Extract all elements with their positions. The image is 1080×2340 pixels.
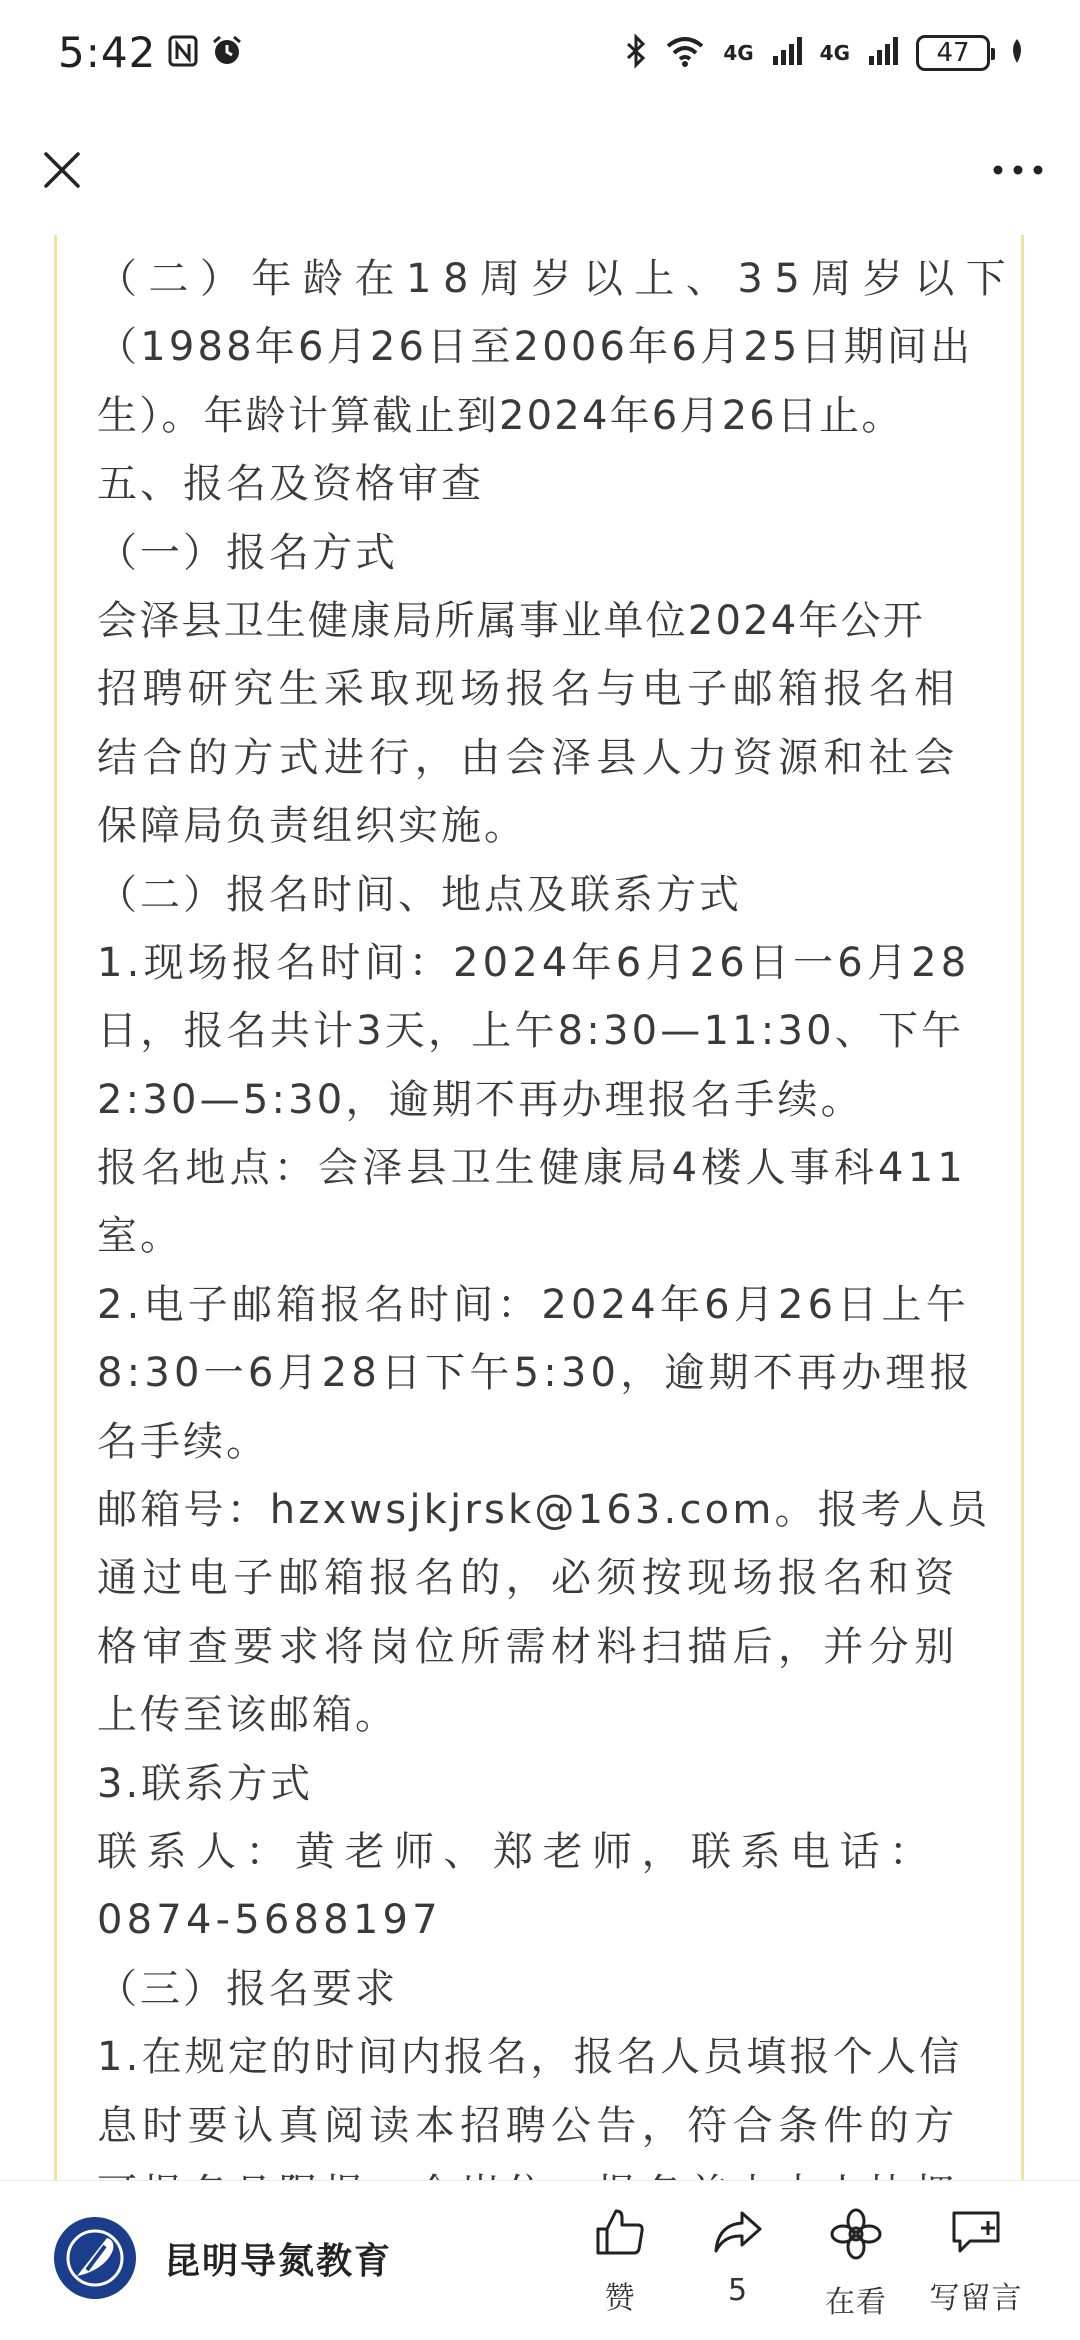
article-line: 日，报名共计3天，上午8:30—11:30、下午 — [97, 1008, 965, 1055]
article-line: 会泽县卫生健康局所属事业单位2024年公开 — [97, 597, 925, 644]
signal-icon — [772, 36, 802, 70]
article-line: （1988年6月26日至2006年6月25日期间出 — [97, 324, 974, 371]
article-line: 1.在规定的时间内报名，报名人员填报个人信 — [97, 2034, 963, 2081]
watching-button[interactable] — [796, 2207, 916, 2321]
subsection-heading: （三）报名要求 — [97, 1965, 398, 2012]
share-count: 5 — [727, 2273, 749, 2308]
logo-icon — [63, 2226, 127, 2290]
more-button[interactable] — [990, 142, 1046, 198]
contact-line: 联系人：黄老师、郑老师，联系电话： — [97, 1828, 939, 1875]
bluetooth-icon — [625, 34, 647, 72]
article-line: 息时要认真阅读本招聘公告，符合条件的方 — [97, 2102, 960, 2149]
subsection-heading: （一）报名方式 — [97, 529, 398, 576]
article-line: 室。 — [97, 1213, 183, 1260]
article-line: 报名地点：会泽县卫生健康局4楼人事科411 — [97, 1145, 967, 1192]
article-line: 2.电子邮箱报名时间：2024年6月26日上午 — [97, 1281, 970, 1328]
nfc-icon — [168, 35, 198, 71]
account-name: 昆明导氮教育 — [164, 2240, 393, 2282]
subsection-heading: （二）报名时间、地点及联系方式 — [97, 871, 742, 918]
article-line: 格审查要求将岗位所需材料扫描后，并分别 — [97, 1623, 960, 1670]
comment-add-icon — [948, 2207, 1004, 2257]
share-button[interactable] — [678, 2207, 798, 2308]
contact-phone: 0874-5688197 — [97, 1897, 442, 1944]
article-line: 1.现场报名时间：2024年6月26日一6月28 — [97, 939, 971, 986]
section-heading: 五、报名及资格审查 — [97, 461, 484, 508]
alarm-icon — [210, 34, 244, 72]
article-line: 2:30—5:30，逾期不再办理报名手续。 — [97, 1076, 864, 1123]
network-type-2: 4G — [819, 40, 850, 65]
account-info[interactable] — [54, 2217, 392, 2299]
status-right — [625, 34, 1026, 72]
bottom-bar — [0, 2180, 1080, 2340]
article-line: 上传至该邮箱。 — [97, 1692, 398, 1739]
comment-label: 写留言 — [929, 2281, 1023, 2316]
comment-button[interactable] — [916, 2207, 1036, 2317]
watching-label: 在看 — [825, 2285, 887, 2320]
status-left — [58, 28, 244, 77]
close-button[interactable] — [34, 142, 90, 198]
flower-icon — [829, 2207, 883, 2261]
like-button[interactable] — [560, 2207, 680, 2317]
status-time: 5:42 — [58, 28, 157, 77]
article-line: 结合的方式进行，由会泽县人力资源和社会 — [97, 734, 960, 781]
article-line: （二）年龄在18周岁以上、35周岁以下 — [97, 256, 1018, 302]
thumbs-up-icon — [594, 2207, 646, 2257]
account-logo — [54, 2217, 136, 2299]
leaf-icon — [1008, 37, 1026, 69]
battery-indicator: 47 — [916, 35, 990, 71]
article-line: 招聘研究生采取现场报名与电子邮箱报名相 — [97, 666, 960, 713]
nav-bar — [0, 105, 1080, 235]
article-body — [54, 235, 1024, 2180]
signal-icon — [868, 36, 898, 70]
more-icon — [990, 162, 1046, 178]
article-line: 保障局负责组织实施。 — [97, 803, 527, 850]
wifi-icon — [665, 35, 705, 71]
article-line: 名手续。 — [97, 1418, 269, 1465]
article-line: 生）。年龄计算截止到2024年6月26日止。 — [97, 392, 904, 439]
like-label: 赞 — [604, 2281, 636, 2316]
subsection-heading: 3.联系方式 — [97, 1760, 314, 1807]
close-icon — [42, 150, 82, 190]
article-line: 8:30一6月28日下午5:30，逾期不再办理报 — [97, 1350, 974, 1397]
status-bar — [0, 0, 1080, 105]
share-icon — [712, 2207, 764, 2257]
article-line: 邮箱号：hzxwsjkjrsk@163.com。报考人员 — [97, 1487, 991, 1534]
network-type-1: 4G — [723, 40, 754, 65]
article-line: 通过电子邮箱报名的，必须按现场报名和资 — [97, 1555, 960, 1602]
